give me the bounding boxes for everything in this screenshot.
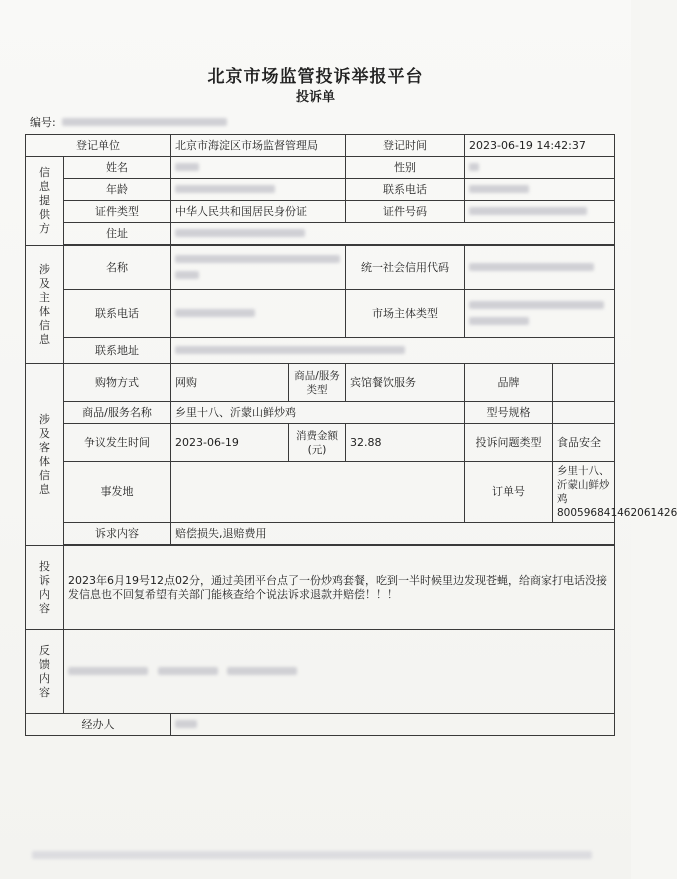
provider-idno-label: 证件号码 [346,201,465,223]
handler-row [26,714,615,736]
subject-phone-label: 联系电话 [64,290,171,338]
form-subtitle: 投诉单 [295,90,335,105]
reg-unit-label: 登记单位 [26,135,171,157]
feedback-row [26,630,615,714]
object-order-label-spacer [465,462,553,523]
handler-value [171,714,615,736]
object-method-row [26,364,615,402]
object-problem-type-label: 投诉问题类型 [465,424,553,462]
provider-age-row [26,179,615,201]
provider-address-label: 住址 [64,223,171,245]
handler-label: 经办人 [26,714,171,736]
provider-name-label: 姓名 [64,157,171,179]
object-place-value [171,462,465,523]
complaint-section-label: 投 诉 内 容 [26,546,64,630]
subject-address-row [26,338,615,364]
object-brand-label: 品牌 [465,364,553,402]
reg-row [26,135,615,157]
subject-type-value [465,290,615,338]
provider-gender-value [465,157,615,179]
platform-title: 北京市场监管投诉举报平台 [207,67,424,87]
reg-time-value: 2023-06-19 14:42:37 [465,135,615,157]
object-model-value [553,402,615,424]
object-order-label: 订单号 [492,485,525,498]
provider-address-row [26,223,615,245]
provider-gender-label: 性别 [346,157,465,179]
object-dispute-time-value: 2023-06-19 [171,424,289,462]
provider-age-value [171,179,346,201]
provider-phone-value [465,179,615,201]
subject-name-label: 名称 [64,246,171,290]
subject-name-value [171,246,346,290]
reg-time-label: 登记时间 [346,135,465,157]
provider-idtype-label: 证件类型 [64,201,171,223]
subject-section-label: 涉 及 主 体 信 息 [26,246,64,364]
subject-phone-value [171,290,346,338]
complaint-table [25,134,677,736]
footer-redacted [32,851,592,859]
object-method-label: 购物方式 [64,364,171,402]
object-model-label: 型号规格 [465,402,553,424]
object-amount-label: 消费金额(元) [289,424,346,462]
object-goods-name-value: 乡里十八、沂蒙山鲜炒鸡 [171,402,465,424]
object-method-value: 网购 [171,364,289,402]
object-section-label: 涉 及 客 体 信 息 [26,364,64,546]
object-problem-type-value: 食品安全 [553,424,615,462]
complaint-content: 2023年6月19号12点02分，通过美团平台点了一份炒鸡套餐，吃到一半时候里边发现苍蝇，给商家打电话没接发信息也不回复希望有关部门能核查给个说法诉求退款并赔偿！！！ [64,546,615,630]
object-order-value: 乡里十八、沂蒙山鲜炒鸡 800596841462061426 [553,462,615,523]
subject-address-value [171,338,615,364]
reg-unit-value: 北京市海淀区市场监督管理局 [171,135,346,157]
form-number-label: 编号: [30,116,56,129]
feedback-content [64,630,615,714]
object-goods-type-value: 宾馆餐饮服务 [346,364,465,402]
provider-idno-value [465,201,615,223]
object-claim-row [26,523,615,545]
provider-name-value [171,157,346,179]
provider-id-row [26,201,615,223]
provider-idtype-value: 中华人民共和国居民身份证 [171,201,346,223]
object-claim-label: 诉求内容 [64,523,171,545]
form-number-row [30,114,227,130]
object-place-row [26,462,615,523]
object-brand-value [553,364,615,402]
subject-phone-row [26,290,615,338]
subject-name-row [26,246,615,290]
object-goods-name-label: 商品/服务名称 [64,402,171,424]
object-dispute-time-label: 争议发生时间 [64,424,171,462]
object-amount-value: 32.88 [346,424,465,462]
provider-age-label: 年龄 [64,179,171,201]
subject-address-label: 联系地址 [64,338,171,364]
provider-name-row [26,157,615,179]
subject-credit-value [465,246,615,290]
object-dispute-row [26,424,615,462]
object-place-label: 事发地 [64,462,171,523]
object-goods-type-label: 商品/服务类型 [289,364,346,402]
object-goods-row [26,402,615,424]
complaint-row [26,546,615,630]
form-number-redacted [62,118,227,126]
provider-section-label: 信 息 提 供 方 [26,157,64,246]
provider-address-value [171,223,615,245]
subject-type-label: 市场主体类型 [346,290,465,338]
provider-phone-label: 联系电话 [346,179,465,201]
subject-credit-label: 统一社会信用代码 [346,246,465,290]
object-claim-value: 赔偿损失,退赔费用 [171,523,615,545]
feedback-section-label: 反 馈 内 容 [26,630,64,714]
